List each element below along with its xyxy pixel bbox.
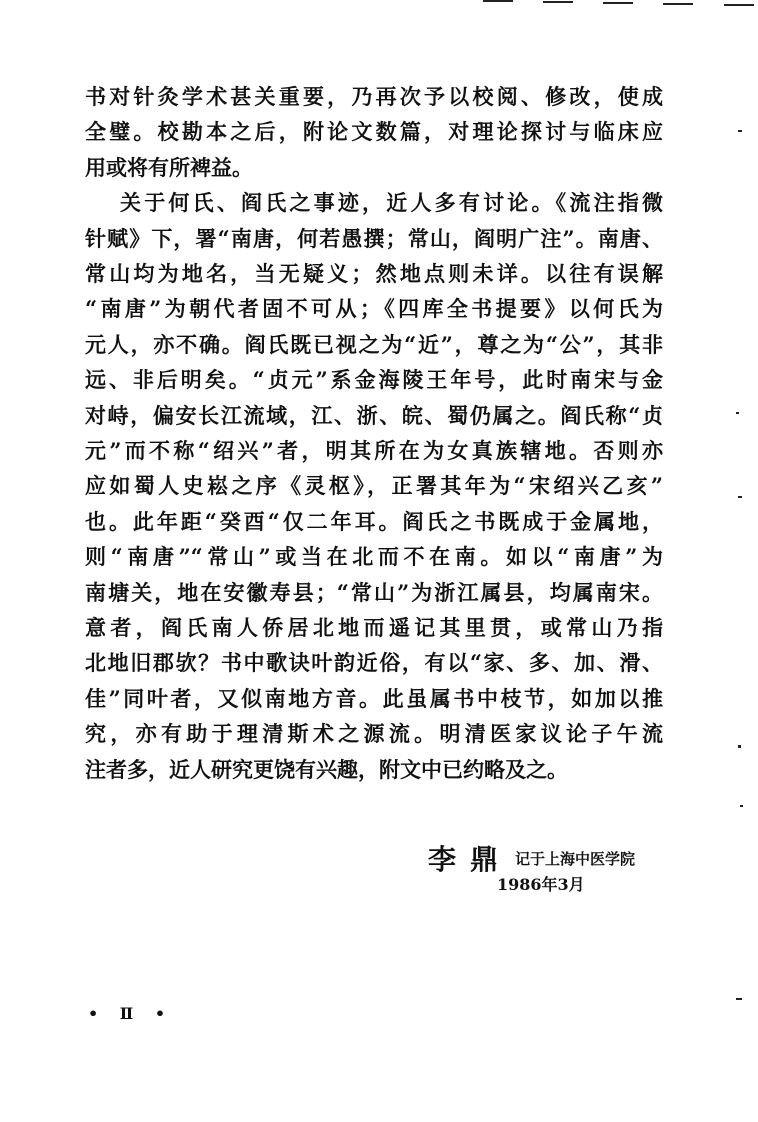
text-line: 常山均为地名，当无疑义；然地点则未详。以往有误解 xyxy=(85,261,663,286)
text-line: 佳”同叶者，又似南地方音。此虽属书中枝节，如加以推 xyxy=(85,685,663,711)
text-line: 应如蜀人史崧之序《灵枢》，正署其年为“宋绍兴乙亥” xyxy=(85,473,663,499)
text-line: 远、非后明矣。“贞元”系金海陵王年号，此时南宋与金 xyxy=(85,367,663,393)
author-affiliation: 记于上海中医学院 xyxy=(515,850,636,868)
scan-mark xyxy=(483,0,513,2)
text-line: “南唐”为朝代者固不可从；《四库全书提要》以何氏为 xyxy=(85,296,663,322)
scan-mark xyxy=(740,805,743,807)
scan-mark xyxy=(724,4,754,6)
scan-mark xyxy=(738,745,741,748)
text-line: 关于何氏、阎氏之事迹，近人多有讨论。《流注指微 xyxy=(120,190,663,216)
text-line: 北地旧郡欤？书中歌诀叶韵近俗，有以“家、多、加、滑、 xyxy=(85,650,663,676)
scan-mark xyxy=(663,3,693,5)
text-line: 对峙，偏安长江流域，江、浙、皖、蜀仍属之。阎氏称“贞 xyxy=(85,402,663,428)
page-number: • Ⅱ • xyxy=(88,1004,174,1023)
text-line: 注者多，近人研究更饶有兴趣，附文中已约略及之。 xyxy=(85,756,568,782)
text-line: 用或将有所裨益。 xyxy=(85,154,253,180)
text-line: 意者，阎氏南人侨居北地而遥记其里贯，或常山乃指 xyxy=(85,615,663,640)
text-line: 元人，亦不确。阎氏既已视之为“近”，尊之为“公”，其非 xyxy=(85,331,663,357)
text-line: 全璧。校勘本之后，附论文数篇，对理论探讨与临床应 xyxy=(85,119,663,145)
author-name: 李鼎 xyxy=(428,843,513,876)
text-line: 元”而不称“绍兴”者，明其所在为女真族辖地。否则亦 xyxy=(85,438,663,463)
scan-mark xyxy=(603,2,633,4)
text-line: 也。此年距“癸酉“仅二年耳。阎氏之书既成于金属地， xyxy=(85,508,663,534)
text-line: 则“南唐”“常山”或当在北而不在南。如以“南唐”为 xyxy=(85,544,663,570)
scan-mark xyxy=(736,412,739,414)
text-line: 书对针灸学术甚关重要，乃再次予以校阅、修改，使成 xyxy=(85,84,663,109)
signature-date: 1986年3月 xyxy=(497,875,585,894)
text-line: 南塘关，地在安徽寿县；“常山”为浙江属县，均属南宋。 xyxy=(85,579,663,605)
text-line: 究，亦有助于理清斯术之源流。明清医家议论子午流 xyxy=(85,721,663,747)
scan-mark xyxy=(738,130,742,132)
text-line: 针赋》下，署“南唐，何若愚撰；常山，阎明广注”。南唐、 xyxy=(85,225,663,251)
scan-mark xyxy=(543,1,573,3)
scan-mark xyxy=(738,496,742,498)
scan-mark xyxy=(736,998,742,1000)
